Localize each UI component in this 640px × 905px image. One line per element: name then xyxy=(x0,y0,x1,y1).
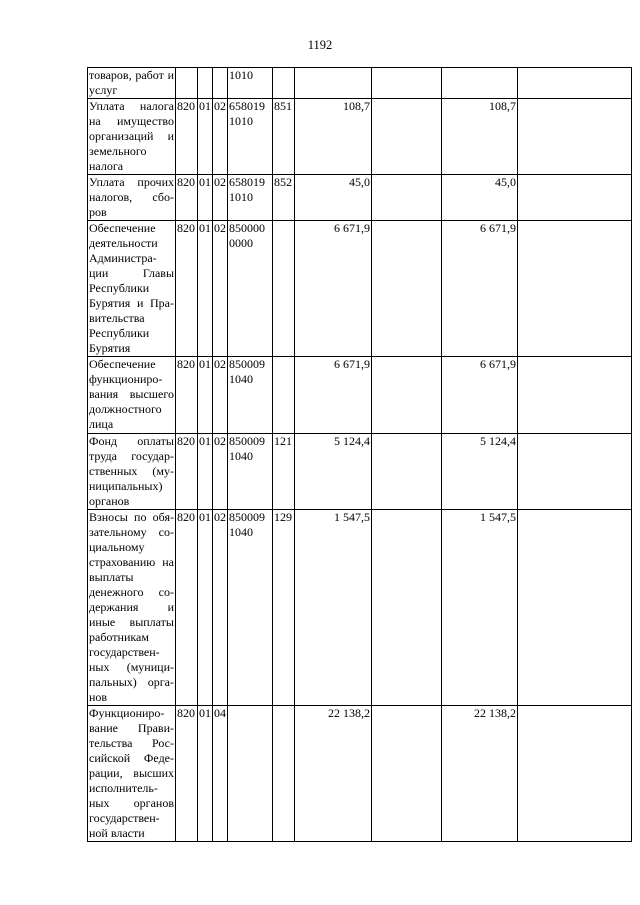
row-ved: 820 xyxy=(176,510,198,706)
table-row xyxy=(88,68,632,99)
row-name: Фонд оплаты труда государ-ственных (му-ниципальных) органов xyxy=(89,434,174,508)
row-vr xyxy=(273,357,295,434)
row-name: Взносы по обя-зательному со-циальному страхованию на выплаты денежного со-держания и иные выплаты работникам государствен-ных (муници-пальных) орга-нов xyxy=(89,510,174,704)
row-col9 xyxy=(518,706,632,842)
row-name: товаров, работ и услуг xyxy=(89,68,174,97)
row-col9 xyxy=(518,221,632,357)
row-name: Обеспечение деятельности Администра-ции Главы Республики Бурятия и Пра-вительства Республики Бурятия xyxy=(89,221,174,355)
row-col9 xyxy=(518,68,632,99)
row-pr: 02 xyxy=(213,357,228,434)
row-pr xyxy=(213,68,228,99)
row-name: Функциониро-вание Прави-тельства Рос-сийской Феде-рации, высших исполнитель-ных органов государствен-ной власти xyxy=(89,706,174,840)
table-row xyxy=(88,434,632,510)
row-amount2: 5 124,4 xyxy=(442,434,518,510)
row-amount2: 22 138,2 xyxy=(442,706,518,842)
budget-table xyxy=(87,67,632,842)
row-pr: 02 xyxy=(213,221,228,357)
row-vr: 121 xyxy=(273,434,295,510)
row-amount2: 45,0 xyxy=(442,175,518,221)
table-row xyxy=(88,99,632,175)
row-vr: 852 xyxy=(273,175,295,221)
row-pr: 02 xyxy=(213,434,228,510)
row-col9 xyxy=(518,510,632,706)
row-col7 xyxy=(372,99,442,175)
row-vr xyxy=(273,706,295,842)
row-pr: 02 xyxy=(213,99,228,175)
page-number: 1192 xyxy=(307,38,333,52)
row-amount2: 6 671,9 xyxy=(442,357,518,434)
row-rz: 01 xyxy=(198,357,213,434)
row-vr: 129 xyxy=(273,510,295,706)
row-amount: 6 671,9 xyxy=(295,357,372,434)
row-name: Уплата налога на имущество организаций и земельного налога xyxy=(89,99,174,173)
row-col9 xyxy=(518,175,632,221)
row-ved: 820 xyxy=(176,434,198,510)
row-rz: 01 xyxy=(198,434,213,510)
row-vr xyxy=(273,68,295,99)
row-col7 xyxy=(372,221,442,357)
row-col7 xyxy=(372,434,442,510)
row-pr: 02 xyxy=(213,510,228,706)
row-rz: 01 xyxy=(198,221,213,357)
row-csr: 658019 1010 xyxy=(228,99,273,175)
row-name: Обеспечение функциониро-вания высшего должностного лица xyxy=(88,357,176,434)
row-csr: 1010 xyxy=(228,68,273,99)
row-ved: 820 xyxy=(176,357,198,434)
row-amount2 xyxy=(442,68,518,99)
row-col7 xyxy=(372,706,442,842)
row-amount: 1 547,5 xyxy=(295,510,372,706)
row-rz: 01 xyxy=(198,510,213,706)
row-amount2: 108,7 xyxy=(442,99,518,175)
row-ved xyxy=(176,68,198,99)
row-csr: 850009 1040 xyxy=(228,510,273,706)
row-csr: 658019 1010 xyxy=(228,175,273,221)
row-col9 xyxy=(518,434,632,510)
row-vr: 851 xyxy=(273,99,295,175)
row-ved: 820 xyxy=(176,175,198,221)
table-row xyxy=(88,221,632,357)
row-ved: 820 xyxy=(176,99,198,175)
row-amount: 108,7 xyxy=(295,99,372,175)
row-col7 xyxy=(372,68,442,99)
row-amount xyxy=(295,68,372,99)
row-rz xyxy=(198,68,213,99)
row-amount2: 1 547,5 xyxy=(442,510,518,706)
table-row xyxy=(88,357,632,434)
row-rz: 01 xyxy=(198,99,213,175)
row-rz: 01 xyxy=(198,706,213,842)
row-pr: 04 xyxy=(213,706,228,842)
row-amount: 6 671,9 xyxy=(295,221,372,357)
row-col7 xyxy=(372,357,442,434)
row-rz: 01 xyxy=(198,175,213,221)
table-row xyxy=(88,510,632,706)
row-ved: 820 xyxy=(176,706,198,842)
row-name: Уплата прочих налогов, сбо-ров xyxy=(89,175,174,219)
row-csr: 850009 1040 xyxy=(228,434,273,510)
row-pr: 02 xyxy=(213,175,228,221)
row-amount: 22 138,2 xyxy=(295,706,372,842)
table-row xyxy=(88,706,632,842)
row-amount: 45,0 xyxy=(295,175,372,221)
row-vr xyxy=(273,221,295,357)
row-col9 xyxy=(518,99,632,175)
table-row xyxy=(88,175,632,221)
row-col7 xyxy=(372,175,442,221)
row-amount2: 6 671,9 xyxy=(442,221,518,357)
row-csr xyxy=(228,706,273,842)
row-csr: 850000 0000 xyxy=(228,221,273,357)
row-ved: 820 xyxy=(176,221,198,357)
row-col9 xyxy=(518,357,632,434)
row-col7 xyxy=(372,510,442,706)
row-amount: 5 124,4 xyxy=(295,434,372,510)
row-csr: 850009 1040 xyxy=(228,357,273,434)
